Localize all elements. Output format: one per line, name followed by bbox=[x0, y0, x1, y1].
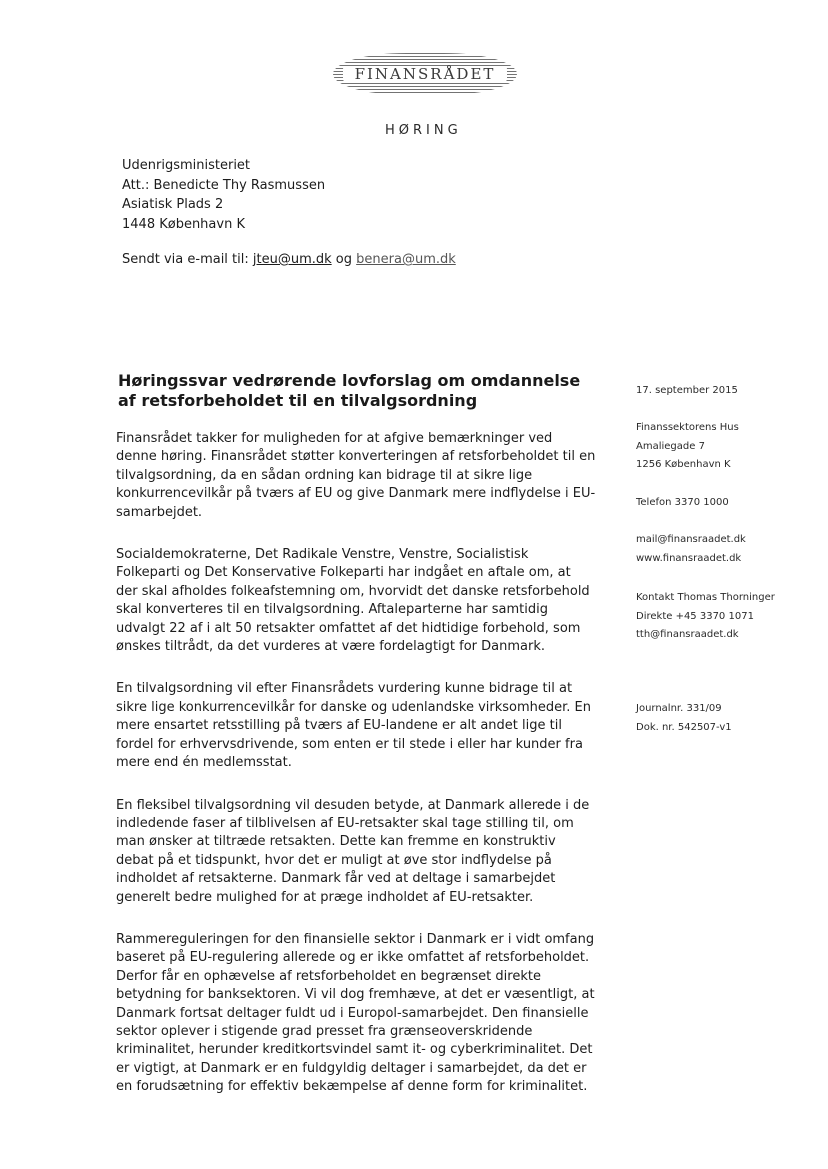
body-paragraph: Finansrådet takker for muligheden for at afgive bemærkninger ved denne høring. Finansrådet støtter konverteringen af retsforbeholdet til en tilvalgsordning, da en sådan ordning kan bidrage til at sikre lige konkurrencevilkår på tværs af EU og give Danmark mere indflydelse i EU-samarbejdet. bbox=[116, 431, 596, 520]
recipient-line: Udenrigsministeriet bbox=[122, 158, 251, 173]
finansraadet-logo bbox=[333, 53, 517, 95]
subject-heading: Høringssvar vedrørende lovforslag om omdannelse af retsforbeholdet til en tilvalgsordning bbox=[118, 371, 581, 410]
contact-person: Kontakt Thomas Thorninger bbox=[636, 592, 775, 603]
recipient-address bbox=[122, 156, 325, 234]
recipient-line: 1448 København K bbox=[122, 216, 245, 232]
sidebar-journal bbox=[636, 700, 732, 737]
sent-joiner: og bbox=[335, 252, 353, 267]
sender-address-line: 1256 København K bbox=[636, 459, 731, 470]
sidebar-web bbox=[636, 531, 746, 568]
body-paragraph: Rammereguleringen for den finansielle sektor i Danmark er i vidt omfang baseret på EU-regulering allerede og er ikke omfattet af retsforbeholdet. Derfor får en ophævelse af retsforbeholdet en begrænset direkte betydning for banksektoren. Vi vil dog fremhæve, at det er væsentligt, at Danmark fortsat deltager fuldt ud i Europol-samarbejdet. Den finansielle sektor oplever i stigende grad presset fra grænseoverskridende kriminalitet, herunder kreditkortsvindel samt it- og cyberkriminalitet. Det er vigtigt, at Danmark er en fuldgyldig deltager i samarbejdet, da det er en forudsætning for effektiv bekæmpelse af denne form for kriminalitet. bbox=[116, 931, 595, 1095]
recipient-line: Asiatisk Plads 2 bbox=[122, 197, 224, 212]
sent-via-email bbox=[122, 252, 456, 267]
sender-address-line: Finanssektorens Hus bbox=[636, 422, 739, 433]
sidebar-contact bbox=[636, 589, 775, 645]
journal-number: Journalnr. 331/09 bbox=[636, 703, 722, 714]
email-link-jteu[interactable]: jteu@um.dk bbox=[252, 252, 332, 267]
sidebar-date bbox=[636, 382, 738, 401]
body-paragraph: Socialdemokraterne, Det Radikale Venstre, Venstre, Socialistisk Folkeparti og Det Konservative Folkeparti har indgået en aftale om, at der skal afholdes folkeafstemning om, hvorvidt det danske retsforbehold skal konverteres til en tilvalgsordning. Aftaleparterne har samtidig udvalgt 22 af i alt 50 retsakter omfattet af det hidtidige forbehold, som ønskes tiltrådt, da det vurderes at være fordelagtigt for Danmark. bbox=[116, 547, 590, 655]
letter-body bbox=[116, 430, 596, 1121]
letter-date: 17. september 2015 bbox=[636, 385, 738, 396]
contact-email[interactable]: tth@finansraadet.dk bbox=[636, 629, 739, 640]
sender-address-line: Amaliegade 7 bbox=[636, 440, 705, 452]
document-heading: HØRING bbox=[385, 123, 462, 138]
email-link-benera[interactable]: benera@um.dk bbox=[356, 252, 456, 267]
sidebar-address bbox=[636, 419, 739, 475]
contact-direct-phone: Direkte +45 3370 1071 bbox=[636, 610, 754, 622]
phone-number: Telefon 3370 1000 bbox=[636, 497, 729, 508]
body-paragraph: En fleksibel tilvalgsordning vil desuden betyde, at Danmark allerede i de indledende faser af tilblivelsen af EU-retsakter skal tage stilling til, om man ønsker at tiltræde retsakten. Dette kan fremme en konstruktiv debat på et tidspunkt, hvor det er muligt at øve stor indflydelse på indholdet af retsakterne. Danmark får ved at deltage i samarbejdet generelt bedre mulighed for at præge indholdet af EU-retsakter. bbox=[116, 797, 590, 905]
sender-email[interactable]: mail@finansraadet.dk bbox=[636, 534, 746, 545]
sent-prefix: Sendt via e-mail til: bbox=[122, 252, 249, 267]
logo-text: FINANSRÅDET bbox=[354, 65, 496, 83]
document-number: Dok. nr. 542507-v1 bbox=[636, 721, 732, 733]
sidebar-phone bbox=[636, 494, 729, 513]
body-paragraph: En tilvalgsordning vil efter Finansrådets vurdering kunne bidrage til at sikre lige konkurrencevilkår for danske og udenlandske virksomheder. En mere ensartet retsstilling på tværs af EU-landene er alt andet lige til fordel for erhvervsdrivende, som enten er til stede i eller har kunder fra mere end én medlemsstat. bbox=[116, 681, 592, 771]
sender-website[interactable]: www.finansraadet.dk bbox=[636, 552, 742, 564]
recipient-line: Att.: Benedicte Thy Rasmussen bbox=[122, 177, 326, 193]
